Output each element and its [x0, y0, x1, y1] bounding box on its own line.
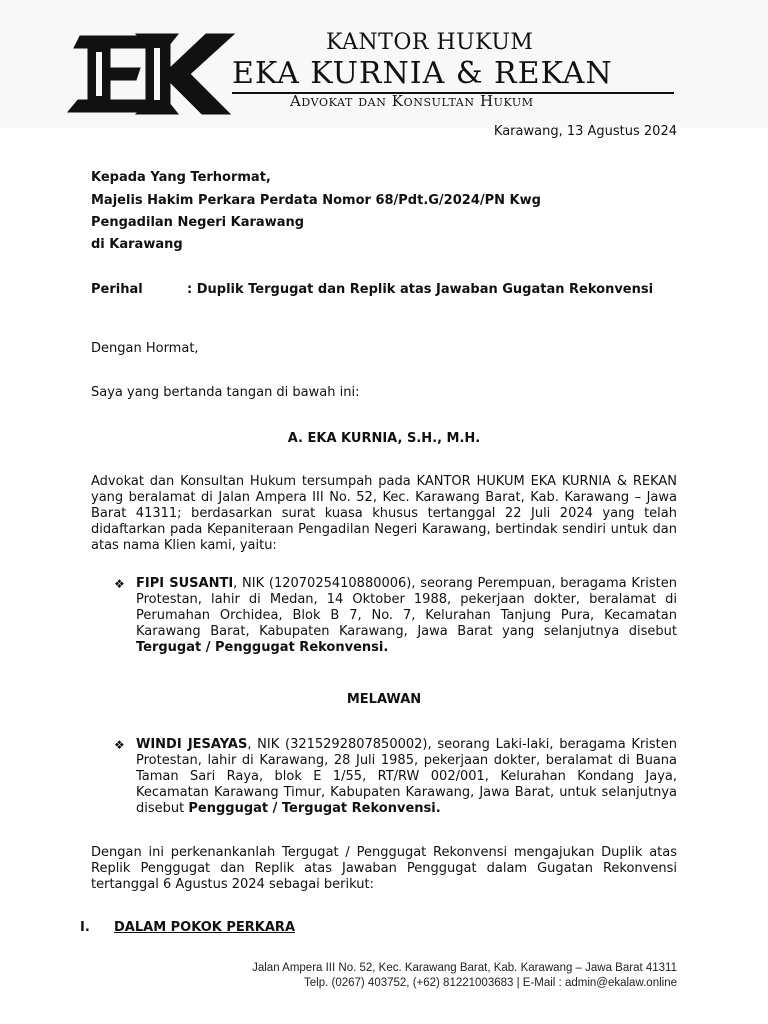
letter-footer — [252, 961, 677, 991]
intro-text: Saya yang bertanda tangan di bawah ini: — [91, 385, 360, 400]
perihal — [91, 282, 677, 298]
party-defendant-role: Tergugat / Penggugat Rekonvensi. — [136, 640, 389, 655]
party-plaintiff-role: Penggugat / Tergugat Rekonvensi. — [188, 801, 441, 816]
party-defendant-details: , NIK (1207025410880006), seorang Perempuan, beragama Kristen Protestan, lahir di Medan, 14 Oktober 1988, pekerjaan dokter, beralamat di Perumahan Orchidea, Blok B 7, No. 7, Kelurahan Tanjung Pura, Kecamatan Karawang Barat, Kabupaten Karawang, Jawa Barat yang selanjutnya disebut — [136, 576, 677, 639]
party-defendant-text — [114, 576, 677, 656]
section-number: I. — [80, 920, 90, 935]
party-plaintiff — [114, 737, 677, 817]
firm-name: EKA KURNIA & REKAN — [232, 56, 613, 91]
firm-subtitle: Advokat dan Konsultan Hukum — [290, 92, 534, 110]
ek-monogram-logo — [66, 30, 236, 118]
party-defendant — [114, 576, 677, 656]
party-plaintiff-name: WINDI JESAYAS — [136, 737, 248, 752]
diamond-bullet-icon: ❖ — [114, 577, 125, 591]
perihal-value: : Duplik Tergugat dan Replik atas Jawaban Gugatan Rekonvensi — [187, 282, 654, 297]
addressee-line-3: Pengadilan Negeri Karawang — [91, 215, 305, 230]
addressee-line-2: Majelis Hakim Perkara Perdata Nomor 68/Pdt.G/2024/PN Kwg — [91, 193, 541, 208]
addressee-line-4: di Karawang — [91, 237, 183, 252]
footer-address: Jalan Ampera III No. 52, Kec. Karawang Barat, Kab. Karawang – Jawa Barat 41311 — [252, 962, 677, 974]
footer-contact: Telp. (0267) 403752, (+62) 81221003683 | E-Mail : admin@ekalaw.online — [304, 977, 677, 989]
perihal-label: Perihal — [91, 282, 143, 297]
advocate-paragraph: Advokat dan Konsultan Hukum tersumpah pada KANTOR HUKUM EKA KURNIA & REKAN yang beralamat di Jalan Ampera III No. 52, Kec. Karawang Barat, Kab. Karawang – Jawa Barat 41311; berdasarkan surat kuasa khusus tertanggal 22 Juli 2024 yang telah didaftarkan pada Kepaniteraan Pengadilan Negeri Karawang, bertindak sendiri untuk dan atas nama Klien kami, yaitu: — [91, 474, 677, 553]
diamond-bullet-icon: ❖ — [114, 738, 125, 752]
signer-name: A. EKA KURNIA, S.H., M.H. — [287, 431, 481, 446]
party-plaintiff-details: , NIK (3215292807850002), seorang Laki-laki, beragama Kristen Protestan, lahir di Karawang, 28 Juli 1985, pekerjaan dokter, beralamat di Buana Taman Sari Raya, blok E 1/55, RT/RW 002/001, Kelurahan Kondang Jaya, Kecamatan Karawang Timur, Kabupaten Karawang, Jawa Barat, untuk selanjutnya disebut — [136, 737, 677, 816]
greeting: Dengan Hormat, — [91, 341, 199, 356]
party-plaintiff-text — [114, 737, 677, 817]
party-defendant-name: FIPI SUSANTI — [136, 576, 234, 591]
section-heading — [80, 920, 295, 935]
section-title: DALAM POKOK PERKARA — [114, 920, 296, 935]
versus-label: MELAWAN — [346, 692, 422, 707]
office-label: KANTOR HUKUM — [326, 30, 534, 55]
closing-paragraph: Dengan ini perkenankanlah Tergugat / Penggugat Rekonvensi mengajukan Duplik atas Replik Penggugat dan Replik atas Jawaban Penggugat dalam Gugatan Rekonvensi tertanggal 6 Agustus 2024 sebagai berikut: — [91, 845, 677, 892]
letter-date: Karawang, 13 Agustus 2024 — [493, 124, 677, 139]
addressee-line-1: Kepada Yang Terhormat, — [91, 170, 271, 185]
